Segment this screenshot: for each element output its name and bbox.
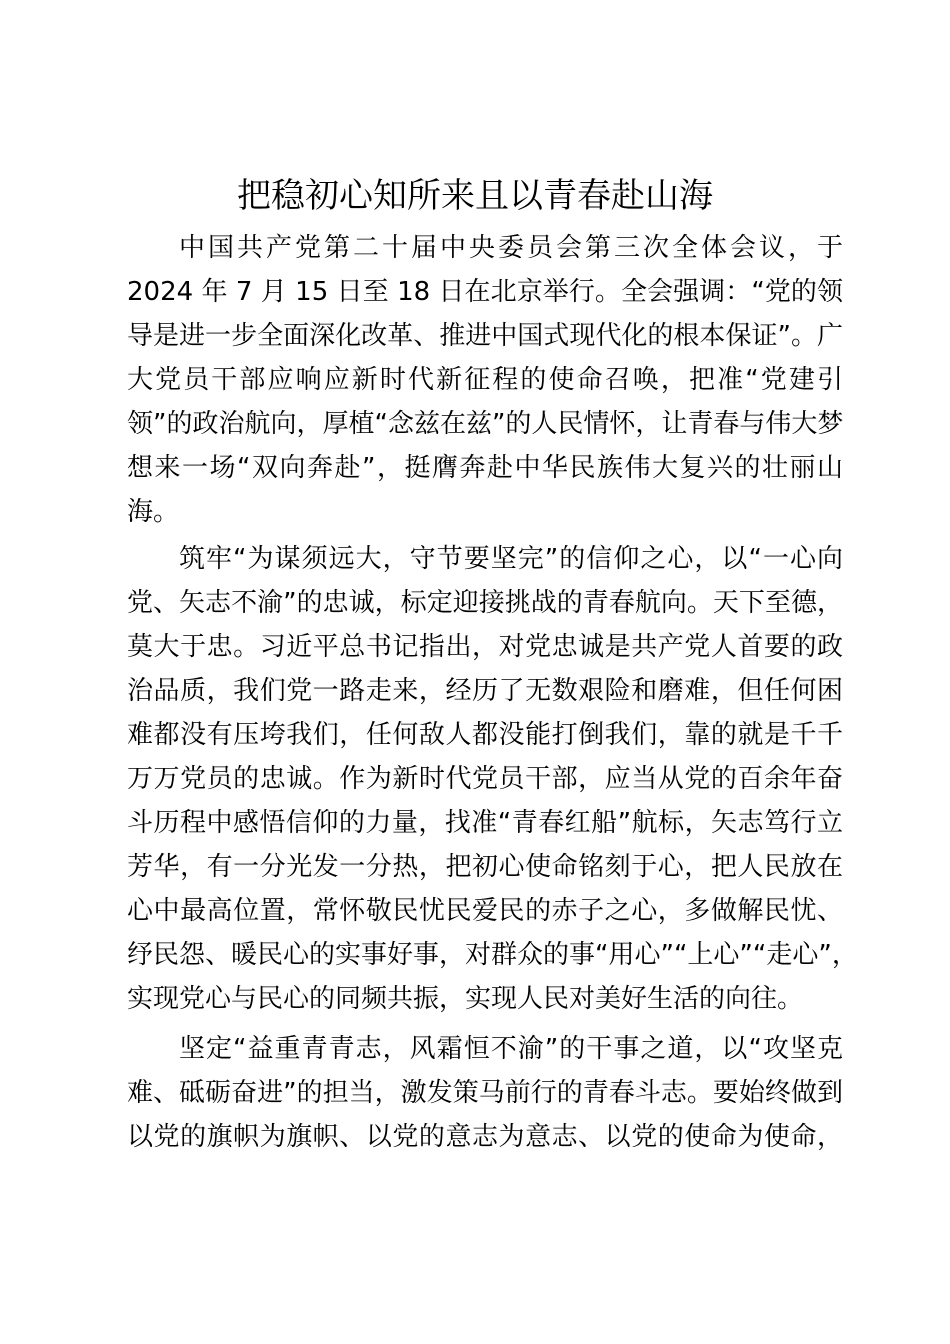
paragraph-2-line-4: 治品质，我们党一路走来，经历了无数艰险和磨难，但任何困 bbox=[127, 676, 843, 706]
paragraph-2-line-6: 万万党员的忠诚。作为新时代党员干部，应当从党的百余年奋 bbox=[127, 764, 843, 794]
paragraph-2-line-9: 心中最高位置，常怀敬民忧民爱民的赤子之心，多做解民忧、 bbox=[127, 896, 843, 926]
paragraph-1-line-4: 大党员干部应响应新时代新征程的使命召唤，把准“党建引 bbox=[127, 365, 843, 395]
paragraph-1-line-2: 2024 年 7 月 15 日至 18 日在北京举行。全会强调：“党的领 bbox=[127, 277, 843, 307]
paragraph-1-line-7: 海。 bbox=[127, 497, 180, 527]
paragraph-2-line-1: 筑牢“为谋须远大，守节要坚完”的信仰之心，以“一心向 bbox=[179, 544, 843, 574]
paragraph-2-line-2: 党、矢志不渝”的忠诚，标定迎接挑战的青春航向。天下至德， bbox=[127, 588, 843, 618]
paragraph-1-line-5: 领”的政治航向，厚植“念兹在兹”的人民情怀，让青春与伟大梦 bbox=[127, 409, 844, 439]
paragraph-2-line-11: 实现党心与民心的同频共振，实现人民对美好生活的向往。 bbox=[127, 984, 804, 1014]
document-title: 把稳初心知所来且以青春赴山海 bbox=[237, 176, 713, 216]
paragraph-2-line-8: 芳华，有一分光发一分热，把初心使命铭刻于心，把人民放在 bbox=[127, 852, 843, 882]
paragraph-3-line-2: 难、砥砺奋进”的担当，激发策马前行的青春斗志。要始终做到 bbox=[127, 1078, 843, 1108]
paragraph-3-line-3: 以党的旗帜为旗帜、以党的意志为意志、以党的使命为使命， bbox=[127, 1122, 843, 1152]
paragraph-2-line-3: 莫大于忠。习近平总书记指出，对党忠诚是共产党人首要的政 bbox=[127, 632, 843, 662]
paragraph-1-line-3: 导是进一步全面深化改革、推进中国式现代化的根本保证”。广 bbox=[127, 321, 843, 351]
paragraph-2-line-7: 斗历程中感悟信仰的力量，找准“青春红船”航标，矢志笃行立 bbox=[127, 808, 843, 838]
paragraph-1-line-1: 中国共产党第二十届中央委员会第三次全体会议，于 bbox=[179, 233, 843, 263]
paragraph-2-line-5: 难都没有压垮我们，任何敌人都没能打倒我们，靠的就是千千 bbox=[127, 720, 843, 750]
paragraph-1-line-6: 想来一场“双向奔赴”，挺膺奔赴中华民族伟大复兴的壮丽山 bbox=[127, 453, 843, 483]
paragraph-2-line-10: 纾民怨、暖民心的实事好事，对群众的事“用心”“上心”“走心”， bbox=[127, 940, 858, 970]
paragraph-3-line-1: 坚定“益重青青志，风霜恒不渝”的干事之道，以“攻坚克 bbox=[179, 1034, 843, 1064]
